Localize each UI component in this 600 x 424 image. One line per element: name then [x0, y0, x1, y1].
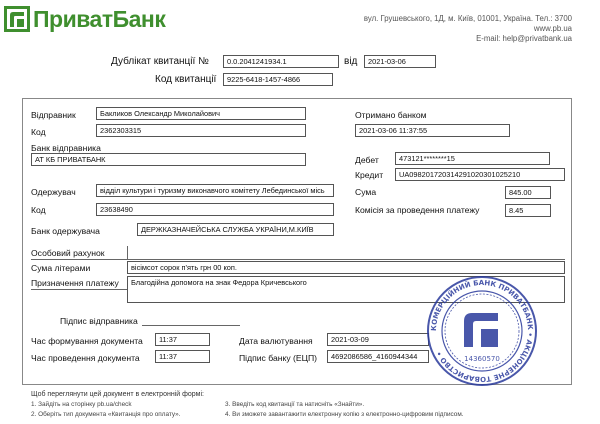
stamp-ring-text: КОМЕРЦІЙНИЙ БАНК ПРИВАТБАНК • АКЦІОНЕРНЕ ТОВАРИСТВО • [429, 278, 535, 384]
footer-step-1: 1. Зайдіть на сторінку pb.ua/check [31, 401, 132, 408]
receipt-code-label: Код квитанції [155, 74, 217, 85]
signature-label: Підпис відправника [60, 316, 138, 326]
footer-step-2: 2. Оберіть тип документа «Квитанція про оплату». [31, 411, 181, 418]
debit-value: 473121********15 [395, 152, 550, 165]
duplicate-label: Дублікат квитанції № [111, 56, 209, 67]
sender-name: Бакликов Олександр Миколайович [96, 107, 306, 120]
bank-sign-label: Підпис банку (ЕЦП) [239, 353, 318, 363]
bank-stamp [426, 275, 538, 387]
sender-code-label: Код [31, 127, 46, 137]
footer-intro: Щоб переглянути цей документ в електронній формі: [31, 391, 204, 398]
processed-time-label: Час проведення документа [31, 353, 140, 363]
bank-website: www.pb.ua [533, 24, 572, 33]
signature-line [142, 325, 240, 326]
purpose-underline [31, 289, 127, 290]
amount-value: 845.00 [505, 186, 551, 199]
processed-time: 11:37 [155, 350, 210, 363]
footer-step-3: 3. Введіть код квитанції та натисніть «Знайти». [225, 401, 365, 408]
recipient-bank: ДЕРЖКАЗНАЧЕЙСЬКА СЛУЖБА УКРАЇНИ,М.КИЇВ [137, 223, 334, 236]
credit-value: UA098201720314291020301025210 [395, 168, 565, 181]
recipient-name: відділ культури і туризму виконавчого комітету Лебединської місь [96, 184, 334, 197]
date-label: від [344, 56, 358, 67]
debit-label: Дебет [355, 155, 379, 165]
credit-label: Кредит [355, 170, 384, 180]
commission-value: 8.45 [505, 204, 551, 217]
sender-bank-label: Банк відправника [31, 143, 101, 153]
receipt-code: 9225-6418-1457-4866 [223, 73, 333, 86]
recipient-code: 23638490 [96, 203, 334, 216]
formed-time-label: Час формування документа [31, 336, 143, 346]
receipt-date: 2021-03-06 [364, 55, 436, 68]
sender-label: Відправник [31, 110, 76, 120]
amount-label: Сума [355, 187, 377, 197]
value-date: 2021-03-09 [327, 333, 429, 346]
amount-words-label: Сума літерами [31, 263, 91, 273]
purpose-value: Благодійна допомога на знак Федора Кричевського [127, 276, 565, 303]
recipient-code-label: Код [31, 205, 46, 215]
duplicate-number: 0.0.2041241934.1 [223, 55, 339, 68]
stamp-seal-icon [426, 275, 538, 387]
formed-time: 11:37 [155, 333, 210, 346]
personal-account-label: Особовий рахунок [31, 248, 105, 258]
value-date-label: Дата валютування [239, 336, 313, 346]
bank-sign: 4692086586_4160944344 [327, 350, 429, 363]
bank-email: E-mail: help@privatbank.ua [476, 34, 572, 43]
received-label: Отримано банком [355, 110, 427, 120]
amount-words: вісімсот сорок п'ять грн 00 коп. [127, 261, 565, 274]
received-datetime: 2021-03-06 11:37:55 [355, 124, 510, 137]
sender-code: 2362303315 [96, 124, 306, 137]
bank-address: вул. Грушевського, 1Д, м. Київ, 01001, Україна. Тел.: 3700 [363, 14, 572, 23]
commission-label: Комісія за проведення платежу [355, 205, 480, 215]
bank-name: ПриватБанк [33, 6, 166, 32]
purpose-label: Призначення платежу [31, 278, 119, 288]
personal-account-divider [127, 246, 128, 259]
sender-bank: АТ КБ ПРИВАТБАНК [31, 153, 306, 166]
personal-account-line [31, 259, 565, 260]
stamp-number: 14360570 [464, 355, 500, 363]
footer-step-4: 4. Ви зможете завантажити електронну копію з електронно-цифровим підписом. [225, 411, 464, 418]
recipient-bank-label: Банк одержувача [31, 226, 100, 236]
privatbank-logo-icon [4, 6, 30, 32]
recipient-label: Одержувач [31, 187, 76, 197]
